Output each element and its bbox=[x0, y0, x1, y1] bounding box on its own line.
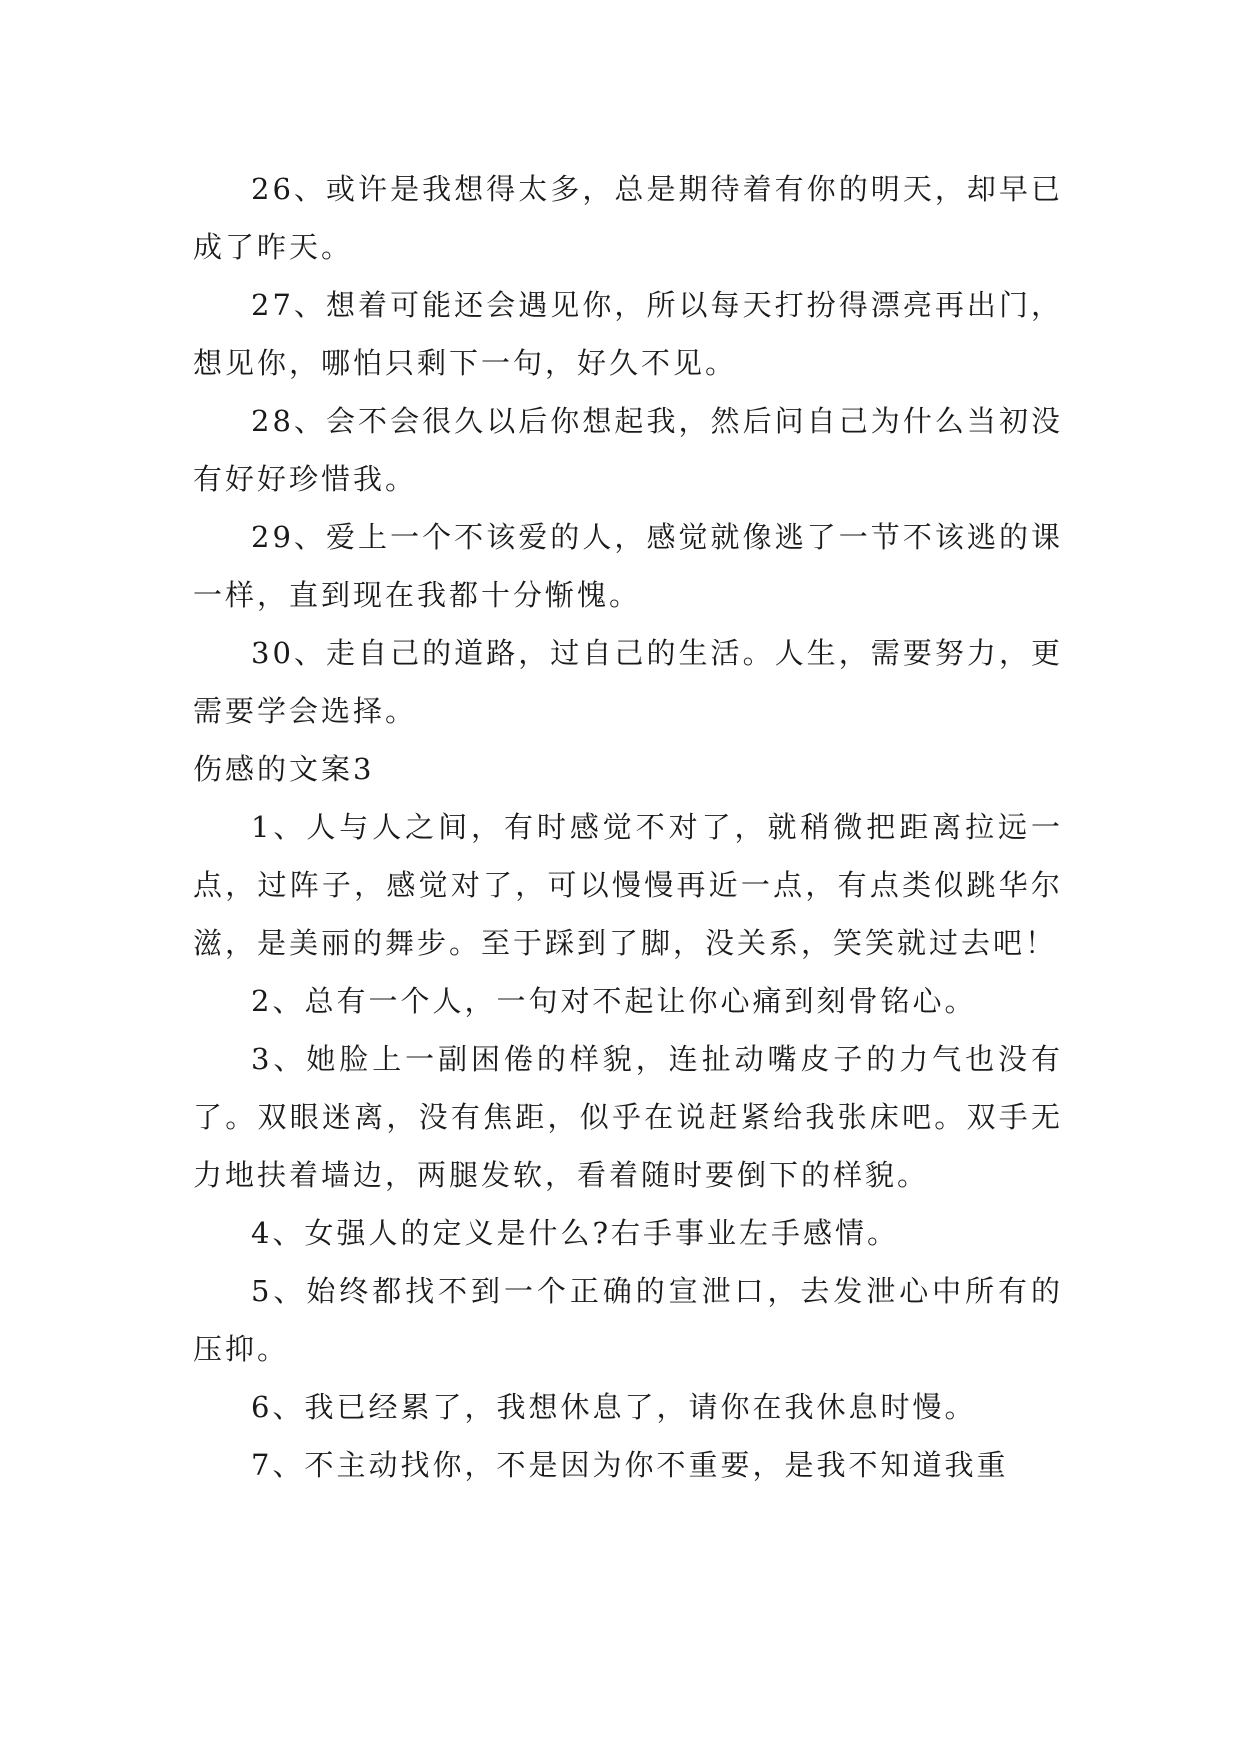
paragraph-3: 3、她脸上一副困倦的样貌，连扯动嘴皮子的力气也没有了。双眼迷离，没有焦距，似乎在说赶紧给我张床吧。双手无力地扶着墙边，两腿发软，看着随时要倒下的样貌。 bbox=[193, 1042, 1063, 1192]
document-page bbox=[193, 160, 1063, 1494]
paragraph-26: 26、或许是我想得太多，总是期待着有你的明天，却早已成了昨天。 bbox=[193, 172, 1063, 264]
paragraph-4: 4、女强人的定义是什么?右手事业左手感情。 bbox=[251, 1216, 899, 1250]
paragraph-27: 27、想着可能还会遇见你，所以每天打扮得漂亮再出门，想见你，哪怕只剩下一句，好久不见。 bbox=[193, 288, 1063, 380]
paragraph-6: 6、我已经累了，我想休息了，请你在我休息时慢。 bbox=[251, 1390, 977, 1424]
paragraph-7: 7、不主动找你，不是因为你不重要，是我不知道我重 bbox=[251, 1448, 1009, 1482]
paragraph-2: 2、总有一个人，一句对不起让你心痛到刻骨铭心。 bbox=[251, 984, 977, 1018]
paragraph-30: 30、走自己的道路，过自己的生活。人生，需要努力，更需要学会选择。 bbox=[193, 636, 1063, 728]
paragraph-5: 5、始终都找不到一个正确的宣泄口，去发泄心中所有的压抑。 bbox=[193, 1274, 1063, 1366]
paragraph-1: 1、人与人之间，有时感觉不对了，就稍微把距离拉远一点，过阵子，感觉对了，可以慢慢再近一点，有点类似跳华尔滋，是美丽的舞步。至于踩到了脚，没关系，笑笑就过去吧！ bbox=[193, 810, 1063, 960]
section-heading: 伤感的文案3 bbox=[193, 752, 375, 786]
paragraph-28: 28、会不会很久以后你想起我，然后问自己为什么当初没有好好珍惜我。 bbox=[193, 404, 1063, 496]
paragraph-29: 29、爱上一个不该爱的人，感觉就像逃了一节不该逃的课一样，直到现在我都十分惭愧。 bbox=[193, 520, 1063, 612]
